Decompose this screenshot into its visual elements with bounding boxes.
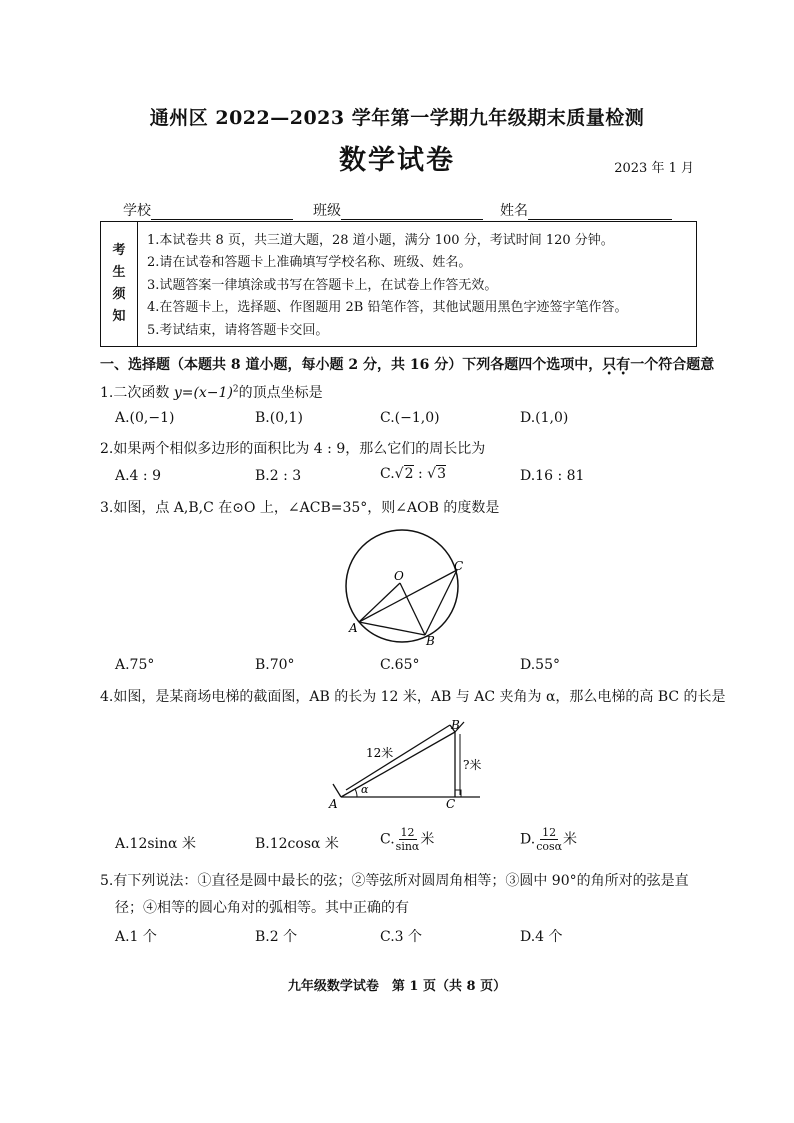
question-2-stem: 2.如果两个相似多边形的面积比为 4 : 9，那么它们的周长比为	[100, 441, 486, 457]
exam-date: 2023 年 1 月	[614, 161, 694, 176]
notice-list	[147, 230, 628, 342]
label-alpha: α	[361, 783, 369, 796]
q4-option-a[interactable]: A.12sinα 米	[115, 836, 196, 852]
name-label: 姓名	[500, 203, 528, 219]
q2-option-d[interactable]: D.16 : 81	[520, 468, 585, 484]
question-4-stem: 4.如图，是某商场电梯的截面图，AB 的长为 12 米，AB 与 AC 夹角为 α，那么电梯的高 BC 的长是	[100, 689, 726, 705]
q2-option-b[interactable]: B.2 : 3	[255, 468, 302, 484]
exam-notice-box	[100, 221, 697, 347]
label-c: C	[454, 559, 464, 573]
label-ab-length: 12米	[366, 746, 394, 760]
question-5-stem-line2: 径；④相等的圆心角对的弧相等。其中正确的有	[115, 900, 409, 916]
q2-option-a[interactable]: A.4 : 9	[115, 468, 161, 484]
label-a: A	[329, 797, 338, 811]
exam-title: 通州区 2022—2023 学年第一学期九年级期末质量检测	[149, 107, 645, 129]
page-footer: 九年级数学试卷 第 1 页（共 8 页）	[287, 979, 507, 994]
school-field	[123, 200, 293, 220]
school-label: 学校	[123, 203, 151, 219]
notice-item: 1.本试卷共 8 页，共三道大题，28 道小题，满分 100 分，考试时间 120 分钟。	[147, 233, 614, 248]
escalator-diagram	[315, 712, 495, 812]
q3-option-c[interactable]: C.65°	[380, 657, 420, 673]
notice-item: 4.在答题卡上，选择题、作图题用 2B 铅笔作答，其他试题用黑色字迹签字笔作答。	[147, 300, 628, 316]
question-1-stem: 1.二次函数 $y=(x-1)^2$的顶点坐标是	[100, 384, 323, 401]
notice-item: 5.考试结束，请将答题卡交回。	[147, 322, 329, 338]
q1-option-d[interactable]: D.(1,0)	[520, 410, 569, 426]
q4-option-b[interactable]: B.12cosα 米	[255, 836, 339, 852]
question-5-stem-line1: 5.有下列说法：①直径是圆中最长的弦；②等弦所对圆周角相等；③圆中 90°的角所对的弦是直	[100, 873, 689, 889]
exam-subject: 数学试卷	[339, 145, 455, 176]
q5-option-d[interactable]: D.4 个	[520, 929, 563, 945]
q5-option-a[interactable]: A.1 个	[115, 929, 157, 945]
class-field	[313, 200, 483, 220]
section-heading: 一、选择题（本题共 8 道小题，每小题 2 分，共 16 分）下列各题四个选项中，只有一个符合题意	[100, 357, 715, 373]
label-bc-length: ?米	[463, 758, 482, 772]
q1-option-c[interactable]: C.(−1,0)	[380, 410, 440, 426]
name-field	[500, 200, 672, 220]
notice-heading: 考 生 须 知	[101, 222, 138, 346]
label-b: B	[426, 634, 435, 648]
q3-option-b[interactable]: B.70°	[255, 657, 295, 673]
q3-option-d[interactable]: D.55°	[520, 657, 560, 673]
q1-option-a[interactable]: A.(0,−1)	[115, 410, 175, 426]
circle-diagram	[330, 528, 480, 650]
question-3-stem: 3.如图，点 A,B,C 在⊙O 上，∠ACB=35°，则∠AOB 的度数是	[100, 500, 500, 516]
label-o: O	[394, 569, 404, 583]
q2-option-c[interactable]: C.√2 : √3	[380, 466, 446, 482]
q3-option-a[interactable]: A.75°	[115, 657, 155, 673]
label-a: A	[349, 621, 358, 635]
notice-item: 3.试题答案一律填涂或书写在答题卡上，在试卷上作答无效。	[147, 277, 498, 293]
class-label: 班级	[313, 203, 341, 219]
q5-option-c[interactable]: C.3 个	[380, 929, 423, 945]
q4-option-c[interactable]: C. $\frac{12}{\sin\alpha}$ 米	[380, 826, 435, 853]
q4-option-d[interactable]: D. $\frac{12}{\cos\alpha}$ 米	[520, 826, 578, 853]
notice-item: 2.请在试卷和答题卡上准确填写学校名称、班级、姓名。	[147, 255, 472, 271]
label-c: C	[446, 797, 456, 811]
q1-option-b[interactable]: B.(0,1)	[255, 410, 303, 426]
q5-option-b[interactable]: B.2 个	[255, 929, 298, 945]
label-b: B	[451, 718, 460, 732]
